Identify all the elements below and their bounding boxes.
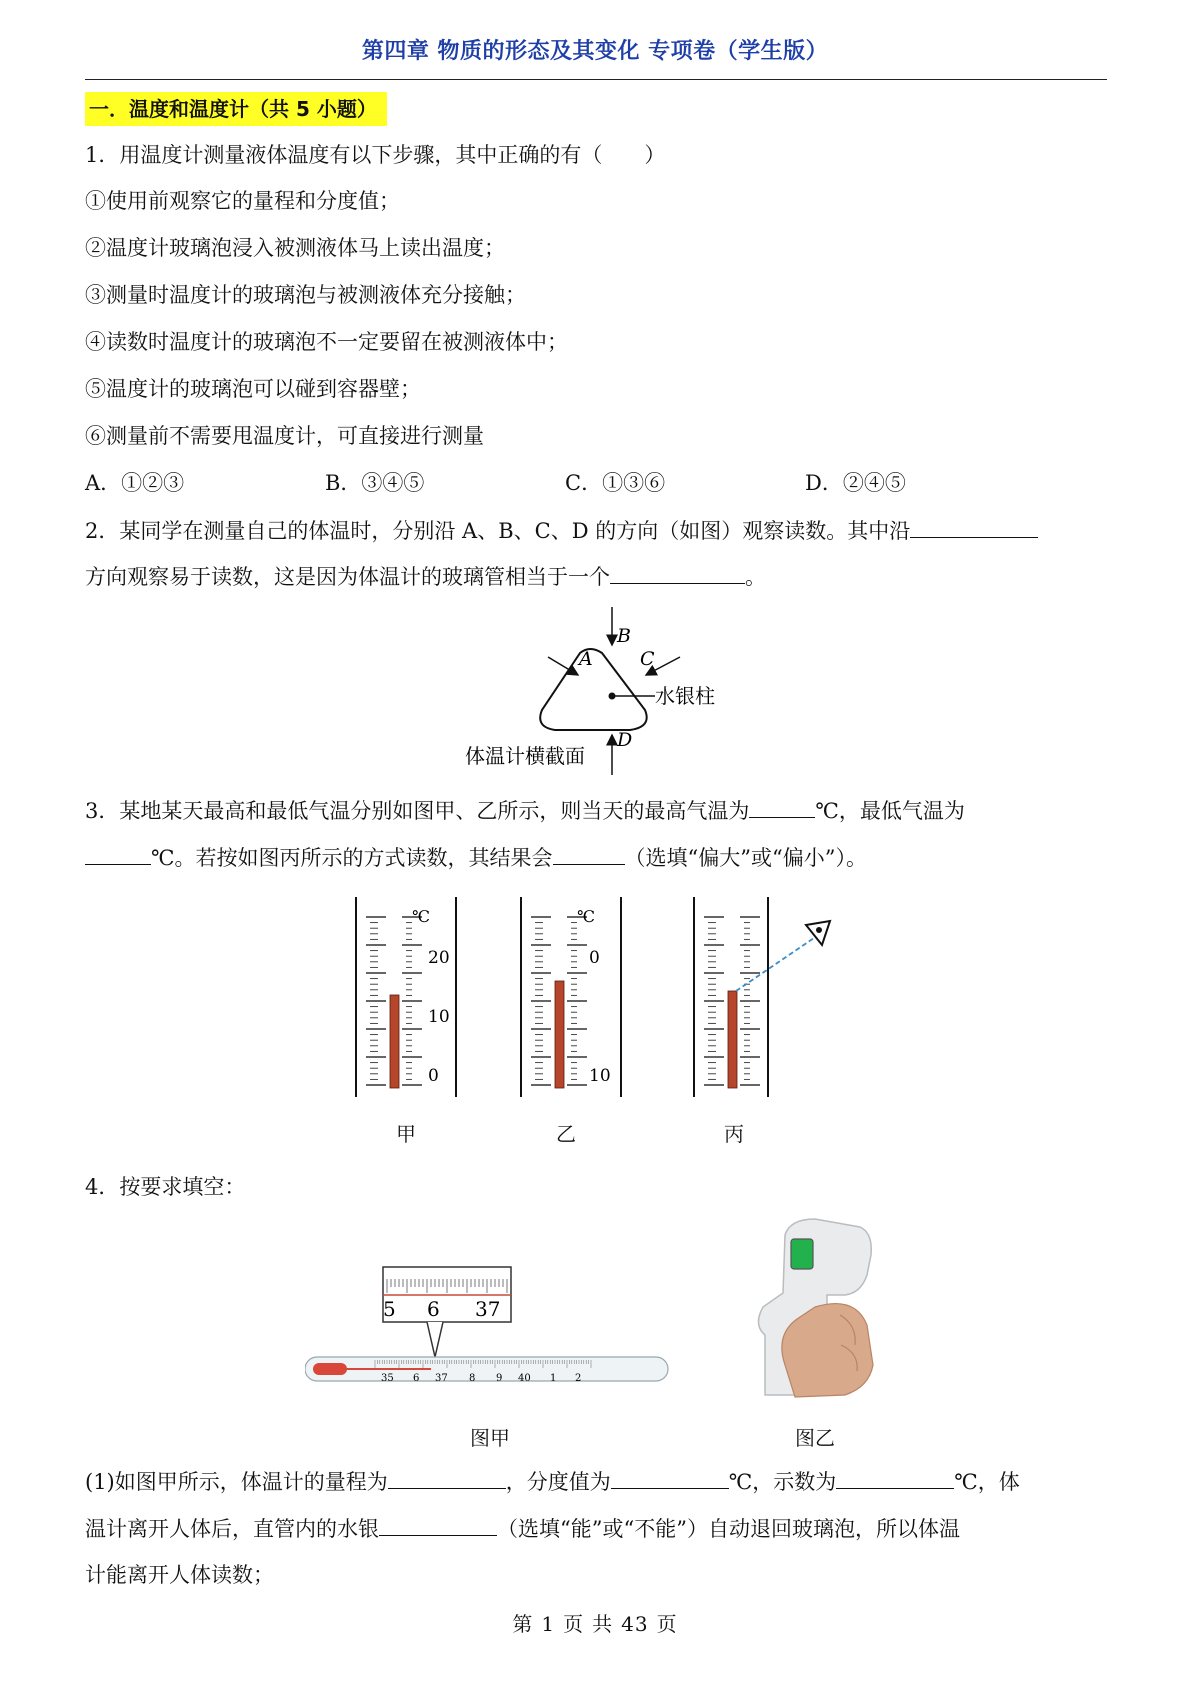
q4-sub1-text-3: ℃，示数为 bbox=[728, 1470, 837, 1494]
scale-40: 40 bbox=[518, 1373, 531, 1384]
q4-sub1-text-4: ℃，体 bbox=[954, 1470, 1020, 1494]
caption-jia: 甲 bbox=[396, 1122, 416, 1146]
label-a: A bbox=[579, 648, 593, 670]
thermometer-yi bbox=[515, 895, 635, 1105]
caption-fig-b: 图乙 bbox=[795, 1426, 835, 1450]
q1-step-5: ⑤温度计的玻璃泡可以碰到容器壁； bbox=[85, 377, 421, 401]
thermometer-bing-liquid bbox=[728, 991, 737, 1088]
caption-bing: 丙 bbox=[724, 1122, 744, 1146]
q2-blank-lens bbox=[610, 561, 745, 584]
q3-blank-error bbox=[553, 842, 625, 865]
clinical-thermometer-figure bbox=[305, 1265, 670, 1390]
thermometer-yi-tick-0: 0 bbox=[589, 948, 600, 968]
q1-step-2: ②温度计玻璃泡浸入被测液体马上读出温度； bbox=[85, 236, 505, 260]
label-c: C bbox=[640, 648, 655, 670]
q3-text-3: ℃。若按如图丙所示的方式读数，其结果会 bbox=[151, 846, 553, 870]
footer-text-2: 页 bbox=[563, 1612, 585, 1636]
q4-blank-mercury bbox=[379, 1513, 497, 1536]
q4-sub1-line-1 bbox=[85, 1466, 1020, 1497]
q4-sub1-line-2 bbox=[85, 1513, 960, 1544]
q1-option-a: A．①②③ bbox=[85, 471, 185, 495]
scale-2: 2 bbox=[575, 1373, 582, 1384]
total-pages: 43 bbox=[621, 1612, 649, 1636]
mercury-column-label: 水银柱 bbox=[655, 684, 715, 708]
q1-option-d: D．②④⑤ bbox=[805, 471, 906, 495]
q1-step-4: ④读数时温度计的玻璃泡不一定要留在被测液体中； bbox=[85, 330, 568, 354]
q2-text-1: 2．某同学在测量自己的体温时，分别沿 A、B、C、D 的方向（如图）观察读数。其中沿 bbox=[85, 519, 911, 543]
zoom-label-37: 37 bbox=[475, 1297, 501, 1321]
thermometer-jia-liquid bbox=[390, 995, 399, 1088]
scale-8: 8 bbox=[469, 1373, 476, 1384]
zoom-label-6: 6 bbox=[427, 1297, 440, 1321]
label-d: D bbox=[617, 729, 633, 751]
q2-line-1 bbox=[85, 515, 1038, 546]
thermometer-yi-liquid bbox=[555, 981, 564, 1088]
thermometer-jia bbox=[350, 895, 470, 1105]
zoom-label-5: 5 bbox=[383, 1297, 396, 1321]
q4-blank-division bbox=[611, 1466, 729, 1489]
q1-step-1: ①使用前观察它的量程和分度值； bbox=[85, 189, 400, 213]
section-title: 一．温度和温度计（共 5 小题） bbox=[85, 92, 387, 126]
q3-blank-max-temp bbox=[749, 795, 815, 818]
q3-blank-min-temp bbox=[85, 842, 151, 865]
thermometer-jia-tick-20: 20 bbox=[428, 948, 450, 968]
q4-sub1-text-1: (1)如图甲所示，体温计的量程为 bbox=[85, 1470, 388, 1494]
thermometer-jia-tick-0: 0 bbox=[428, 1066, 439, 1086]
header-divider bbox=[85, 79, 1107, 80]
scale-37: 37 bbox=[435, 1373, 448, 1384]
q2-text-3: 。 bbox=[745, 565, 766, 589]
q2-text-2: 方向观察易于读数，这是因为体温计的玻璃管相当于一个 bbox=[85, 565, 610, 589]
scale-9: 9 bbox=[496, 1373, 503, 1384]
q4-sub1-text-6: （选填“能”或“不能”）自动退回玻璃泡，所以体温 bbox=[497, 1517, 960, 1541]
q3-text-2: ℃，最低气温为 bbox=[815, 799, 965, 823]
label-b: B bbox=[617, 625, 631, 647]
footer-text-1: 第 bbox=[512, 1612, 534, 1636]
sight-line bbox=[736, 938, 814, 991]
caption-fig-a: 图甲 bbox=[470, 1426, 510, 1450]
q2-blank-direction bbox=[910, 515, 1038, 538]
q3-line-1 bbox=[85, 795, 965, 826]
scale-35: 35 bbox=[381, 1373, 394, 1384]
thermometer-cross-section-figure bbox=[450, 605, 750, 785]
q4-blank-range bbox=[388, 1466, 506, 1489]
q4-blank-reading bbox=[836, 1466, 954, 1489]
q1-stem: 1．用温度计测量液体温度有以下步骤，其中正确的有（ ） bbox=[85, 143, 666, 167]
q4-sub1-line-3: 计能离开人体读数； bbox=[85, 1563, 274, 1587]
q1-step-3: ③测量时温度计的玻璃泡与被测液体充分接触； bbox=[85, 283, 526, 307]
thermometer-yi-unit: ℃ bbox=[577, 907, 595, 926]
page-header-title: 第四章 物质的形态及其变化 专项卷（学生版） bbox=[361, 39, 829, 64]
caption-yi: 乙 bbox=[556, 1122, 576, 1146]
q3-text-1: 3．某地某天最高和最低气温分别如图甲、乙所示，则当天的最高气温为 bbox=[85, 799, 750, 823]
display-screen bbox=[791, 1239, 813, 1269]
page-number: 1 bbox=[541, 1612, 556, 1636]
q3-text-4: （选填“偏大”或“偏小”）。 bbox=[624, 846, 867, 870]
thermometer-bing bbox=[688, 895, 848, 1105]
page-footer bbox=[0, 1608, 1190, 1637]
infrared-thermometer-photo bbox=[745, 1215, 885, 1405]
q4-sub1-text-2: ，分度值为 bbox=[505, 1470, 611, 1494]
q2-line-2 bbox=[85, 561, 766, 592]
scale-6: 6 bbox=[413, 1373, 420, 1384]
footer-text-4: 页 bbox=[656, 1612, 678, 1636]
q3-line-2 bbox=[85, 842, 867, 873]
thermometer-jia-unit: ℃ bbox=[412, 907, 430, 926]
thermometer-bulb bbox=[313, 1363, 347, 1375]
thermometer-jia-tick-10: 10 bbox=[428, 1007, 450, 1027]
cross-section-label: 体温计横截面 bbox=[465, 744, 585, 768]
q1-option-c: C．①③⑥ bbox=[565, 471, 666, 495]
q4-stem: 4．按要求填空： bbox=[85, 1175, 246, 1199]
q4-sub1-text-5: 温计离开人体后，直管内的水银 bbox=[85, 1517, 379, 1541]
q1-step-6: ⑥测量前不需要甩温度计，可直接进行测量 bbox=[85, 424, 484, 448]
footer-text-3: 共 bbox=[592, 1612, 614, 1636]
q1-option-b: B．③④⑤ bbox=[325, 471, 425, 495]
scale-1: 1 bbox=[550, 1373, 557, 1384]
thermometer-yi-tick-10: 10 bbox=[589, 1066, 611, 1086]
